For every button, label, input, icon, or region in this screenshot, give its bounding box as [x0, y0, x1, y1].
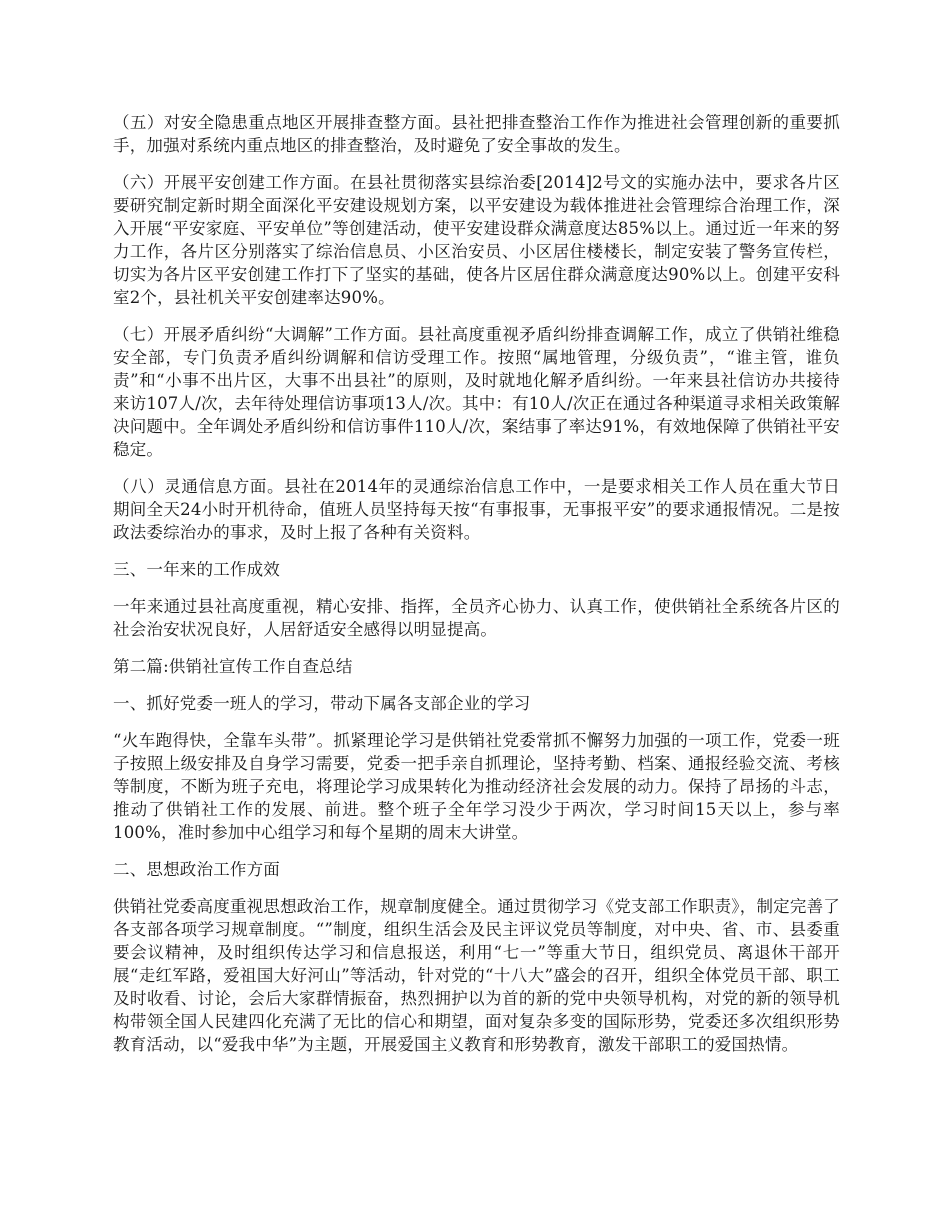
section-heading-political: 二、思想政治工作方面 [113, 860, 280, 879]
section-heading-study: 一、抓好党委一班人的学习，带动下属各支部企业的学习 [113, 694, 531, 713]
paragraph-peace-building: （六）开展平安创建工作方面。在县社贯彻落实县综治委[2014]2号文的实施办法中，要求各片区要研究制定新时期全面深化平安建设规划方案，以平安建设为载体推进社会管理综合治理工作，深入开展“平安家庭、平安单位”等创建活动，使平安建设群众满意度达85%以上。通过近一年来的努力工作，各片区分别落实了综治信息员、小区治安员、小区居住楼楼长，制定安装了警务宣传栏，切实为各片区平安创建工作打下了坚实的基础，使各片区居住群众满意度达90%以上。创建平安科室2个，县社机关平安创建率达90%。 [113, 173, 840, 307]
document-page [113, 111, 840, 1070]
paragraph-study: “火车跑得快，全靠车头带”。抓紧理论学习是供销社党委常抓不懈努力加强的一项工作，党委一班子按照上级安排及自身学习需要，党委一把手亲自抓理论，坚持考勤、档案、通报经验交流、考核等制度，不断为班子充电，将理论学习成果转化为推动经济社会发展的动力。保持了昂扬的斗志，推动了供销社工作的发展、前进。整个班子全年学习没少于两次，学习时间15天以上，参与率100%，准时参加中心组学习和每个星期的周末大讲堂。 [113, 731, 840, 842]
paragraph-dispute-mediation: （七）开展矛盾纠纷“大调解”工作方面。县社高度重视矛盾纠纷排查调解工作，成立了供销社维稳安全部，专门负责矛盾纠纷调解和信访受理工作。按照“属地管理，分级负责”，“谁主管，谁负责”和“小事不出片区，大事不出县社”的原则，及时就地化解矛盾纠纷。一年来县社信访办共接待来访107人/次，去年待处理信访事项13人/次。其中：有10人/次正在通过各种渠道寻求相关政策解决问题中。全年调处矛盾纠纷和信访事件110人/次，案结事了率达91%，有效地保障了供销社平安稳定。 [113, 325, 840, 459]
paragraph-information: （八）灵通信息方面。县社在2014年的灵通综治信息工作中，一是要求相关工作人员在重大节日期间全天24小时开机待命，值班人员坚持每天按“有事报事，无事报平安”的要求通报情况。二是按政法委综治办的事求，及时上报了各种有关资料。 [113, 477, 840, 542]
paragraph-results: 一年来通过县社高度重视，精心安排、指挥，全员齐心协力、认真工作，使供销社全系统各片区的社会治安状况良好，人居舒适安全感得以明显提高。 [113, 597, 840, 639]
section-heading-results: 三、一年来的工作成效 [113, 560, 280, 579]
article-title-second: 第二篇:供销社宣传工作自查总结 [113, 657, 353, 676]
paragraph-safety-hazard: （五）对安全隐患重点地区开展排查整方面。县社把排查整治工作作为推进社会管理创新的重要抓手，加强对系统内重点地区的排查整治，及时避免了安全事故的发生。 [113, 113, 840, 155]
paragraph-political: 供销社党委高度重视思想政治工作，规章制度健全。通过贯彻学习《党支部工作职责》，制定完善了各支部各项学习规章制度。“”制度，组织生活会及民主评议党员等制度，对中央、省、市、县委重要会议精神，及时组织传达学习和信息报送，利用“七一”等重大节日，组织党员、离退休干部开展“走红军路，爱祖国大好河山”等活动，针对党的“十八大”盛会的召开，组织全体党员干部、职工及时收看、讨论，会后大家群情振奋，热烈拥护以为首的新的党中央领导机构，对党的新的领导机构带领全国人民建四化充满了无比的信心和期望，面对复杂多变的国际形势，党委还多次组织形势教育活动，以“爱我中华”为主题，开展爱国主义教育和形势教育，激发干部职工的爱国热情。 [113, 897, 840, 1054]
